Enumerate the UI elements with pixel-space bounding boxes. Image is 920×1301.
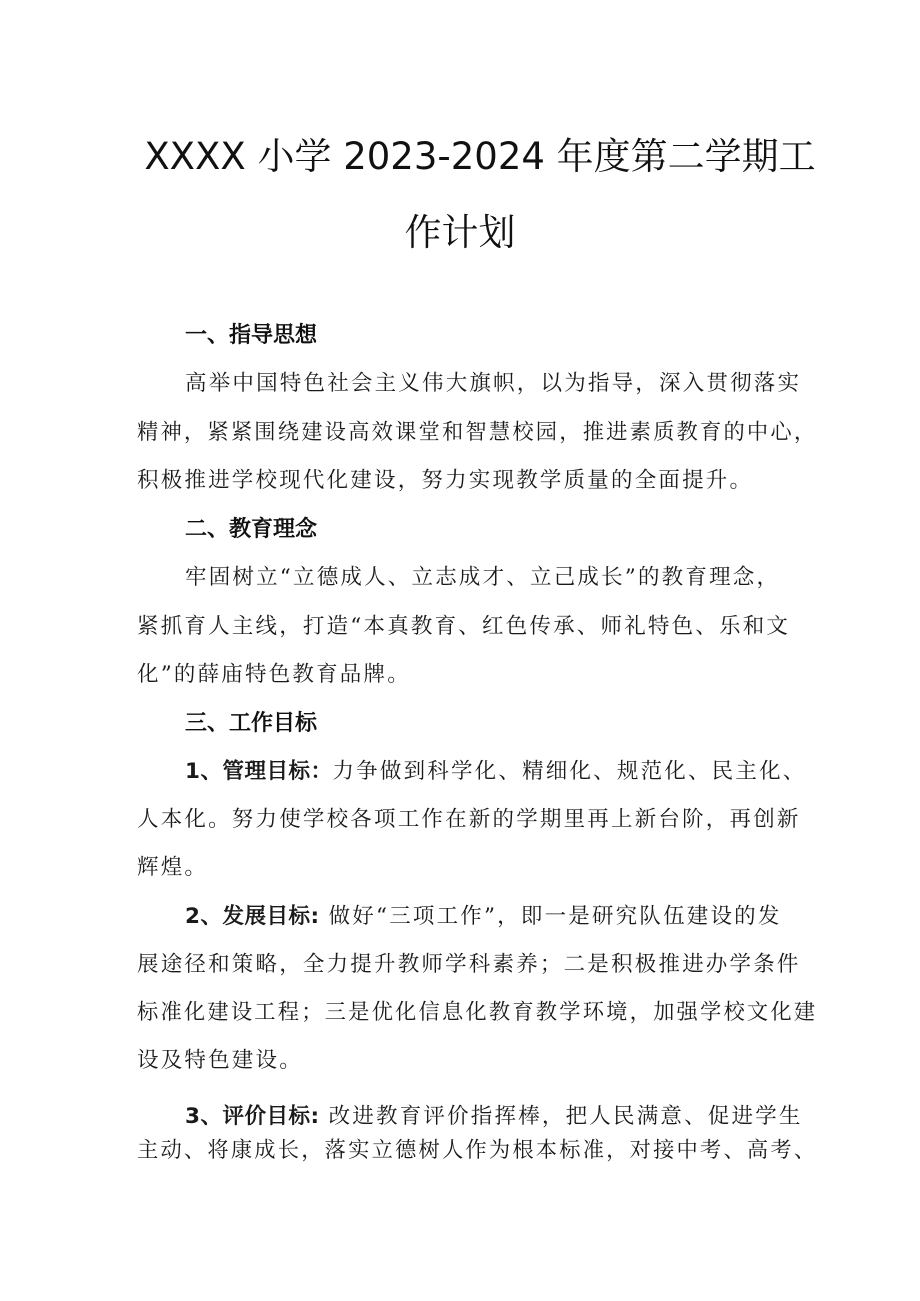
paragraph-line: 牢固树立“立德成人、立志成才、立己成长”的教育理念， bbox=[185, 565, 781, 590]
paragraph-line: 积极推进学校现代化建设，努力实现教学质量的全面提升。 bbox=[137, 468, 754, 493]
goal-lead-label: 2、发展目标: bbox=[185, 904, 320, 929]
section-heading-work-goals: 三、工作目标 bbox=[185, 711, 318, 736]
paragraph-line: 标准化建设工程；三是优化信息化教育教学环境，加强学校文化建 bbox=[137, 1000, 818, 1025]
goal-text: 改进教育评价指挥棒，把人民满意、促进学生 bbox=[319, 1104, 803, 1129]
paragraph-line: 高举中国特色社会主义伟大旗帜，以为指导，深入贯彻落实 bbox=[185, 371, 802, 396]
goal-item-evaluation bbox=[185, 1099, 803, 1130]
paragraph-line: 主动、将康成长，落实立德树人作为根本标准，对接中考、高考、 bbox=[137, 1138, 818, 1163]
goal-item-management bbox=[185, 754, 806, 785]
document-title-line-2: 作计划 bbox=[404, 211, 516, 254]
paragraph-line: 紧抓育人主线，打造“本真教育、红色传承、师礼特色、乐和文 bbox=[137, 614, 791, 639]
paragraph-line: 化”的薛庙特色教育品牌。 bbox=[137, 662, 411, 687]
section-heading-education-philosophy: 二、教育理念 bbox=[185, 517, 318, 542]
goal-lead-label: 3、评价目标: bbox=[185, 1104, 320, 1129]
document-title-line-1: XXXX 小学 2023-2024 年度第二学期工 bbox=[144, 135, 816, 178]
section-heading-guiding-ideology: 一、指导思想 bbox=[185, 323, 318, 348]
paragraph-line: 辉煌。 bbox=[137, 855, 209, 880]
paragraph-line: 设及特色建设。 bbox=[137, 1048, 303, 1073]
paragraph-line: 精神，紧紧围绕建设高效课堂和智慧校园，推进素质教育的中心， bbox=[137, 420, 818, 445]
goal-text: 做好“三项工作”，即一是研究队伍建设的发 bbox=[319, 904, 782, 929]
paragraph-line: 人本化。努力使学校各项工作在新的学期里再上新台阶，再创新 bbox=[137, 807, 801, 832]
paragraph-line: 展途径和策略，全力提升教师学科素养；二是积极推进办学条件 bbox=[137, 952, 801, 977]
goal-lead-label: 1、管理目标： bbox=[185, 759, 333, 784]
goal-text: 力争做到科学化、精细化、规范化、民主化、 bbox=[332, 759, 807, 784]
goal-item-development bbox=[185, 899, 782, 930]
